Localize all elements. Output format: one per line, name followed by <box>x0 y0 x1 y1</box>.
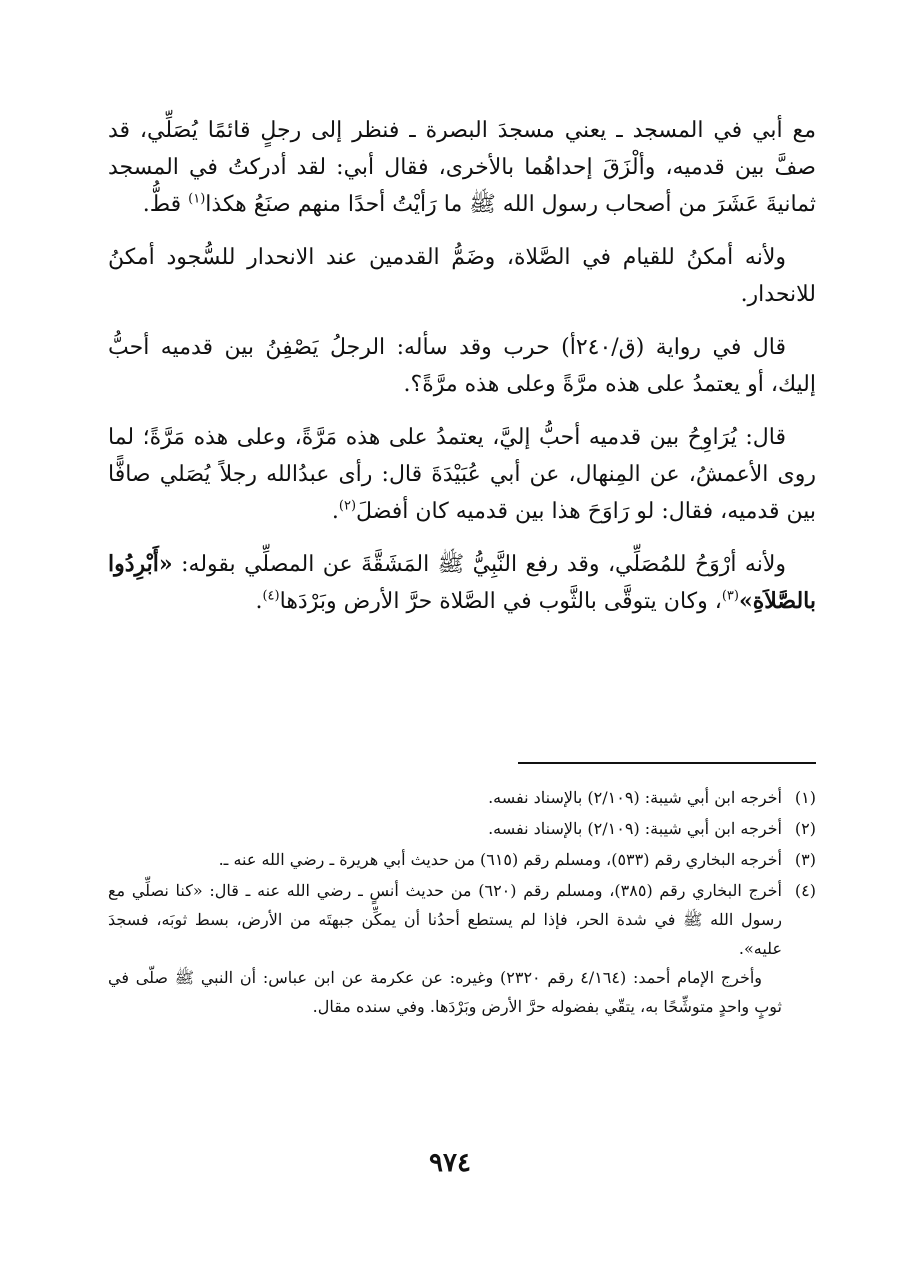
paragraph-5-start: ولأنه أرْوَحُ للمُصَلِّي، وقد رفع النَّبِيُّ ﷺ المَشَقَّةَ عن المصلِّي بقوله: <box>172 552 786 577</box>
paragraph-5 <box>108 546 816 620</box>
footnote-ref-1[interactable]: (١) <box>188 191 206 207</box>
footnote-2 <box>108 814 816 843</box>
paragraph-5-end: . <box>255 589 263 614</box>
footnote-text: أخرجه البخاري رقم (٥٣٣)، ومسلم رقم (٦١٥) من حديث أبي هريرة ـ رضي الله عنه ـ. <box>218 850 782 869</box>
paragraph-5-mid: ، وكان يتوقَّى بالثَّوب في الصَّلاة حرَّ الأرض وبَرْدَها <box>279 589 722 614</box>
footnote-number: (١) <box>794 788 816 807</box>
footnote-number: (٤) <box>794 881 816 900</box>
footnote-text: أخرجه ابن أبي شيبة: (٢/١٠٩) بالإسناد نفسه. <box>488 819 782 838</box>
footnote-text: أخرجه ابن أبي شيبة: (٢/١٠٩) بالإسناد نفسه. <box>488 788 782 807</box>
footnote-ref-2[interactable]: (٢) <box>338 498 357 514</box>
paragraph-4-text: قال: يُرَاوِحُ بين قدميه أحبُّ إليَّ، يعتمدُ على هذه مَرَّةً، وعلى هذه مَرَّةً؛ لما روى الأعمشُ، عن المِنهال، عن أبي عُبَيْدَةَ قال: رأى عبدُالله رجلاً يُصَلي صافًّا بين قدميه، فقال: لو رَاوَحَ هذا بين قدميه كان أفضلَ <box>108 425 816 524</box>
footnote-ref-4[interactable]: (٤) <box>262 588 280 604</box>
footnote-number: (٢) <box>794 819 816 838</box>
paragraph-3: قال في رواية (ق/٢٤٠أ) حرب وقد سأله: الرجلُ يَصْفِنُ بين قدميه أحبُّ إليك، أو يعتمدُ على هذه مرَّةً وعلى هذه مرَّةً؟. <box>108 335 816 397</box>
footnote-3 <box>108 845 816 874</box>
footnote-ref-3[interactable]: (٣) <box>721 588 739 604</box>
page-number: ٩٧٤ <box>429 1148 471 1178</box>
hadith-quote: «أَبْرِدُوا بالصَّلاَةِ» <box>108 551 816 614</box>
footnote-number: (٣) <box>794 850 816 869</box>
paragraph-2: ولأنه أمكنُ للقيام في الصَّلاة، وضَمُّ القدمين عند الانحدار للسُّجود أمكنُ للانحدار. <box>108 245 816 307</box>
paragraph-4 <box>108 419 816 530</box>
footnote-1 <box>108 783 816 812</box>
footnote-text: أخرج البخاري رقم (٣٨٥)، ومسلم رقم (٦٢٠) من حديث أنسٍ ـ رضي الله عنه ـ قال: «كنا نصلِّي مع رسول الله ﷺ في شدة الحر، فإذا لم يستطع أحدُنا أن يمكِّن جبهتَه من الأرض، بسط ثوبَه، فسجدَ عليه». <box>108 881 783 958</box>
footnote-divider <box>518 762 816 764</box>
paragraph-1-text: مع أبي في المسجد ـ يعني مسجدَ البصرة ـ فنظر إلى رجلٍ قائمًا يُصَلِّي، قد صفَّ بين قدميه، وألْزَقَ إحداهُما بالأخرى، فقال أبي: لقد أدركتُ في المسجد ثمانيةَ عَشَرَ من أصحاب رسول الله ﷺ ما رَأيْتُ أحدًا منهم صنَعُ هكذا <box>108 118 816 217</box>
paragraph-1 <box>108 112 816 223</box>
footnotes <box>108 783 816 1023</box>
main-text <box>108 112 816 636</box>
paragraph-4-end: . <box>331 499 339 524</box>
paragraph-1-end: قطُّ. <box>142 192 189 217</box>
footnote-text-continued: وأخرج الإمام أحمد: (٤/١٦٤ رقم ٢٣٢٠) وغيره: عن عكرمة عن ابن عباس: أن النبي ﷺ صلّى في ثوبٍ واحدٍ متوشِّحًا به، يتقّي بفضوله حرَّ الأرض وبَرْدَها. وفي سنده مقال. <box>108 968 782 1016</box>
footnote-4 <box>108 876 816 1021</box>
